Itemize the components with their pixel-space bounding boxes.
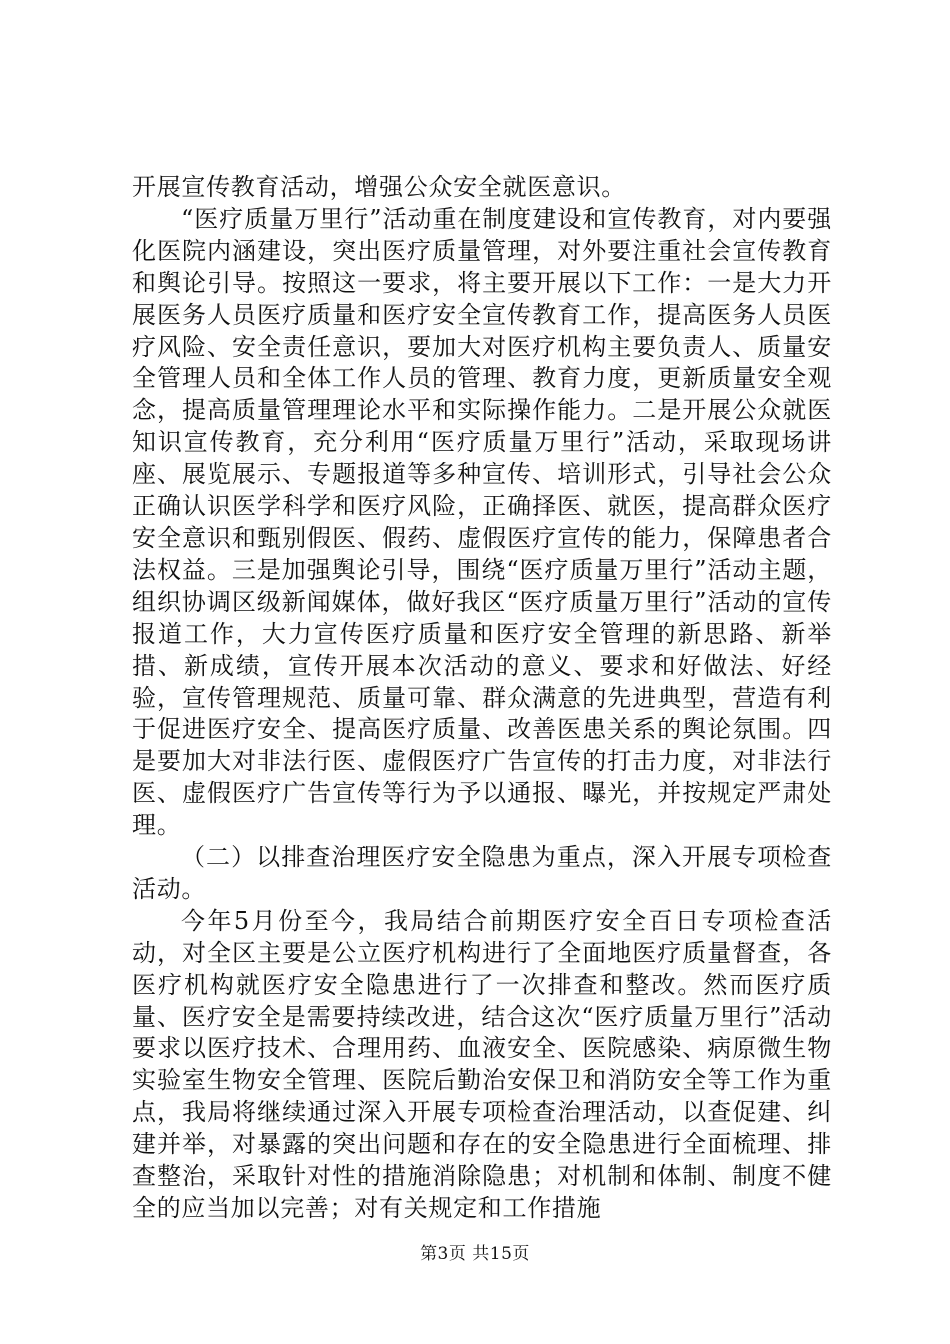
paragraph-continuation: 开展宣传教育活动，增强公众安全就医意识。 [132,173,626,201]
page-number-footer: 第3页 共15页 [420,1244,530,1264]
paragraph-publicity: “医疗质量万里行”活动重在制度建设和宣传教育，对内要强化医院内涵建设，突出医疗质量管理，对外要注重社会宣传教育和舆论引导。按照这一要求，将主要开展以下工作：一是大力开展医务人员医疗质量和医疗安全宣传教育工作，提高医务人员医疗风险、安全责任意识，要加大对医疗机构主要负责人、质量安全管理人员和全体工作人员的管理、教育力度，更新质量安全观念，提高质量管理理论水平和实际操作能力。二是开展公众就医知识宣传教育，充分利用“医疗质量万里行”活动，采取现场讲座、展览展示、专题报道等多种宣传、培训形式，引导社会公众正确认识医学科学和医疗风险，正确择医、就医，提高群众医疗安全意识和甄别假医、假药、虚假医疗宣传的能力，保障患者合法权益。三是加强舆论引导，围绕“医疗质量万里行”活动主题，组织协调区级新闻媒体，做好我区“医疗质量万里行”活动的宣传报道工作，大力宣传医疗质量和医疗安全管理的新思路、新举措、新成绩，宣传开展本次活动的意义、要求和好做法、好经验，宣传管理规范、质量可靠、群众满意的先进典型，营造有利于促进医疗安全、提高医疗质量、改善医患关系的舆论氛围。四是要加大对非法行医、虚假医疗广告宣传的打击力度，对非法行医、虚假医疗广告宣传等行为予以通报、曝光，并按规定严肃处理。 [132,204,832,840]
document-body [132,172,832,1225]
paragraph-inspection: 今年5月份至今，我局结合前期医疗安全百日专项检查活动，对全区主要是公立医疗机构进行了全面地医疗质量督查，各医疗机构就医疗安全隐患进行了一次排查和整改。然而医疗质量、医疗安全是需要持续改进，结合这次“医疗质量万里行”活动要求以医疗技术、合理用药、血液安全、医院感染、病原微生物实验室生物安全管理、医院后勤治安保卫和消防安全等工作为重点，我局将继续通过深入开展专项检查治理活动，以查促建、纠建并举，对暴露的突出问题和存在的安全隐患进行全面梳理、排查整治，采取针对性的措施消除隐患；对机制和体制、制度不健全的应当加以完善；对有关规定和工作措施 [132,906,832,1222]
section-heading-inspection: （二）以排查治理医疗安全隐患为重点，深入开展专项检查活动。 [132,843,832,903]
